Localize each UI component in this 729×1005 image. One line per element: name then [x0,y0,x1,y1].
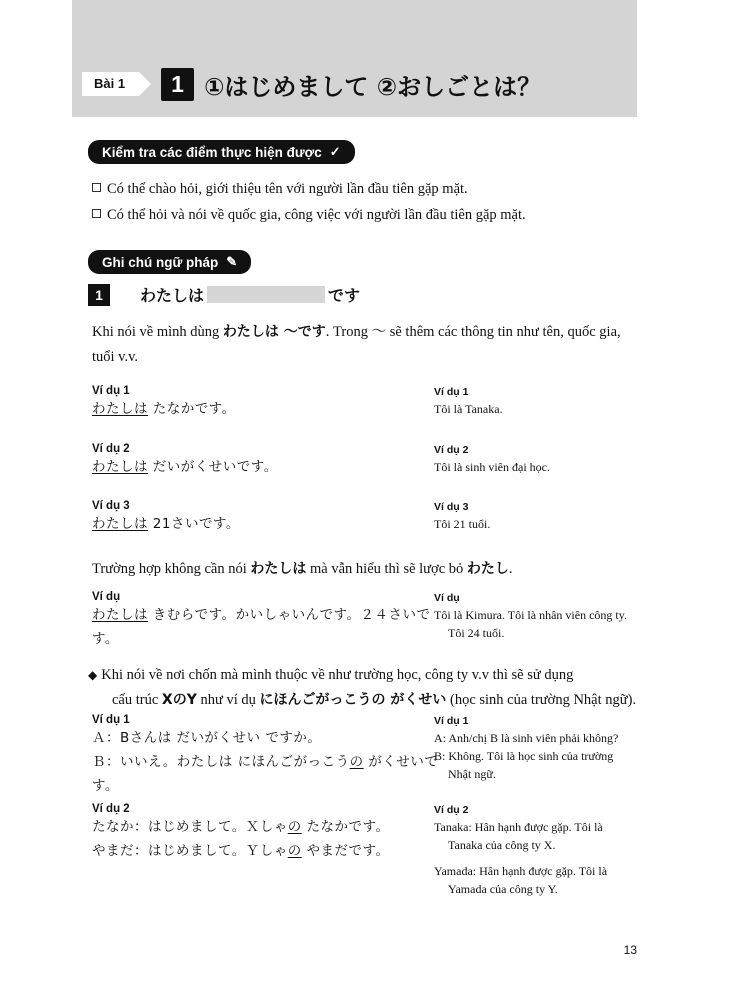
grammar-section-header [88,250,251,274]
sentence-post: がくせいです。 [92,754,439,794]
grammar-section-label: Ghi chú ngữ pháp [102,254,219,270]
example-sentence [92,512,432,536]
sentence-pre: Ｂ：いいえ。わたしは にほんごがっこう [92,754,350,770]
note-text-1: Trường hợp không cần nói [92,561,251,577]
example-label: Ví dụ 3 [92,500,130,512]
grammar-point-number: 1 [88,284,110,306]
example-label: Ví dụ 2 [92,443,130,455]
example-label: Ví dụ 1 [434,386,469,398]
checklist-section-label: Kiểm tra các điểm thực hiện được [102,144,322,160]
example-label: Ví dụ [92,591,121,603]
example-label: Ví dụ 1 [92,714,130,726]
example-label: Ví dụ 2 [92,803,130,815]
underlined-part: わたしは [92,516,148,532]
checkbox-icon[interactable] [92,209,101,218]
example-translation: Tôi là Kimura. Tôi là nhân viên công ty. Tôi 24 tuổi. [434,608,627,640]
bullet-text-2a: cấu trúc [112,692,162,708]
grammar-intro-text [92,320,632,370]
example2-1-vi [434,715,634,783]
example-label: Ví dụ [434,592,460,604]
example2-2-jp [92,803,442,863]
underlined-part: の [287,843,302,859]
example-translation: Tôi là Tanaka. [434,402,503,416]
underlined-part: わたしは [92,401,148,417]
sentence-rest: たなかです。 [148,401,236,417]
checklist-section-header [88,140,355,164]
underlined-part: わたしは [92,607,148,623]
example-translation: A: Anh/chị B là sinh viên phải không? [434,731,619,745]
example-translation: B: Không. Tôi là học sinh của trường Nhật ngữ. [434,749,614,781]
sentence-pre: Ａ：Bさんは だいがくせい ですか。 [92,730,322,746]
note-pattern-1: わたしは [250,561,307,577]
sentence-pre: やまだ：はじめまして。Ｙしゃ [92,843,288,859]
list-item [92,176,632,202]
bullet-text-1: Khi nói về nơi chốn mà mình thuộc về như trường học, công ty v.v thì sẽ sử dụng [101,667,574,683]
example-sentence [92,603,442,651]
example-sentence [92,815,442,839]
intro-text-2: . Trong 〜 sẽ thêm các thông tin như tên, quốc gia, tuổi v.v. [92,324,621,365]
example-3-vi [434,501,634,533]
sentence-post: やまだです。 [301,843,390,859]
sentence-pre: たなか：はじめまして。Ｘしゃ [92,819,288,835]
example-sentence [92,750,442,798]
pencil-icon: ✎ [226,254,238,269]
bullet-line-2 [112,688,648,713]
example-sentence [92,455,432,479]
example-translation: Tôi 21 tuổi. [434,517,491,531]
example-label: Ví dụ 2 [434,804,469,816]
bullet-line-1 [88,663,648,688]
blank-fill-box [207,286,325,303]
grammar-bullet-note [88,663,648,713]
intro-text-1: Khi nói về mình dùng [92,324,223,340]
sentence-rest: 21さいです。 [148,516,240,532]
intro-pattern: わたしは 〜です [222,324,326,340]
note-example-vi [434,592,634,642]
underlined-part: わたしは [92,459,148,475]
bullet-text-2c: (học sinh của trường Nhật ngữ). [446,692,637,708]
lesson-number-badge: 1 [161,68,194,101]
example2-2-vi [434,804,634,898]
example-sentence [92,397,432,421]
example-translation: Tanaka: Hân hạnh được gặp. Tôi là Tanaka của công ty X. [434,820,603,852]
note-text-3: . [508,561,513,577]
sentence-rest: きむらです。かいしゃいんです。２４さいです。 [92,607,431,647]
note-pattern-2: わたし [466,561,509,577]
note-text-2: mà vẫn hiểu thì sẽ lược bỏ [306,561,467,577]
example-1-vi [434,386,634,418]
checklist [92,176,632,228]
lesson-header [82,66,541,102]
grammar-note [92,558,637,578]
example-translation: Yamada: Hân hạnh được gặp. Tôi là Yamada của công ty Y. [434,864,608,896]
lesson-tag: Bài 1 [82,72,139,96]
example-label: Ví dụ 1 [434,715,469,727]
bullet-pattern-1: XのY [161,692,197,708]
example-2-vi [434,444,634,476]
list-item [92,202,632,228]
example-sentence [92,839,442,863]
example-1-jp [92,385,432,421]
bullet-pattern-2: にほんごがっこうの がくせい [259,692,447,708]
diamond-icon: ◆ [88,668,98,682]
pattern-prefix: わたしは [140,286,205,305]
underlined-part: の [349,754,364,770]
sentence-rest: だいがくせいです。 [148,459,278,475]
grammar-point-1 [88,283,360,306]
note-example-jp [92,591,442,651]
underlined-part: の [287,819,302,835]
example2-1-jp [92,714,442,798]
bullet-text-2b: như ví dụ [196,692,260,708]
example-2-jp [92,443,432,479]
example-label: Ví dụ 1 [92,385,130,397]
check-icon: ✓ [329,144,341,159]
list-item-label: Có thể chào hỏi, giới thiệu tên với người lần đầu tiên gặp mặt. [107,181,468,197]
example-label: Ví dụ 2 [434,444,469,456]
example-sentence [92,726,442,750]
page-number: 13 [623,943,637,957]
sentence-post: たなかです。 [301,819,390,835]
example-label: Ví dụ 3 [434,501,469,513]
lesson-title: ①はじめまして ②おしごとは？ [204,72,542,101]
checkbox-icon[interactable] [92,183,101,192]
pattern-suffix: です [328,286,361,305]
list-item-label: Có thể hỏi và nói về quốc gia, công việc với người lần đầu tiên gặp mặt. [107,207,526,223]
example-3-jp [92,500,432,536]
grammar-point-pattern [140,283,360,306]
example-translation: Tôi là sinh viên đại học. [434,460,550,474]
